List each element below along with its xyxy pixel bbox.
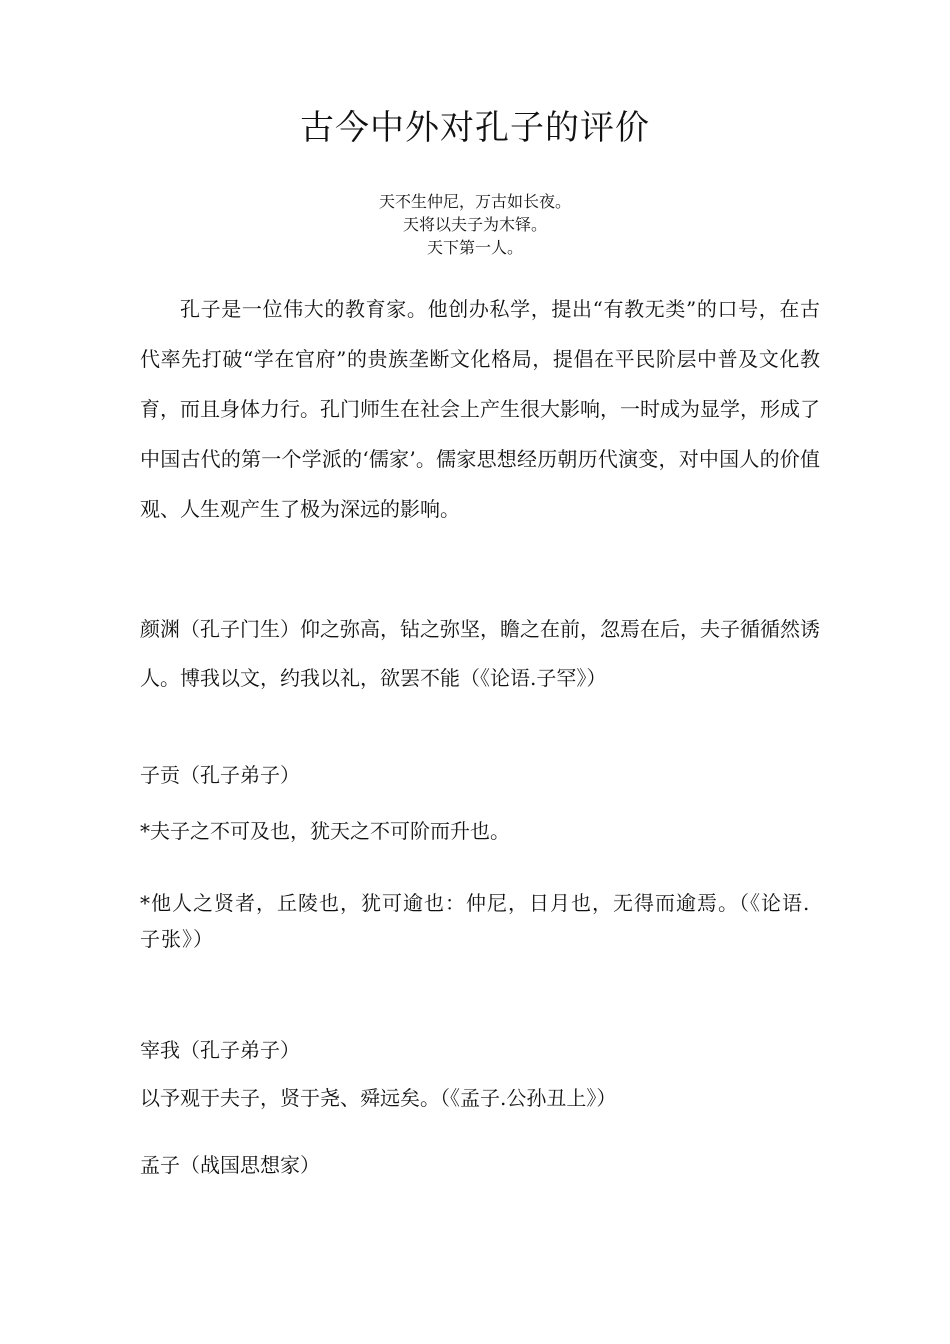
epigraph	[0, 190, 950, 259]
zigong-quote-1: *夫子之不可及也，犹天之不可阶而升也。	[140, 819, 510, 843]
zigong-quote-2: *他人之贤者，丘陵也，犹可逾也：仲尼，日月也，无得而逾焉。（《论语.子张》）	[140, 891, 811, 951]
epigraph-line: 天将以夫子为木铎。	[402, 215, 547, 234]
yanyuan-quote: 颜渊（孔子门生）仰之弥高，钻之弥坚，瞻之在前，忽焉在后，夫子循循然诱人。博我以文，约我以礼，欲罢不能（《论语.子罕》）	[140, 617, 820, 690]
zaiwo-quote: 以予观于夫子，贤于尧、舜远矣。（《孟子.公孙丑上》）	[140, 1086, 617, 1110]
zigong-heading: 子贡（孔子弟子）	[140, 763, 300, 787]
epigraph-line: 天下第一人。	[426, 238, 523, 257]
zaiwo-heading: 宰我（孔子弟子）	[140, 1038, 300, 1062]
document-title: 古今中外对孔子的评价	[300, 108, 650, 148]
mengzi-heading: 孟子（战国思想家）	[140, 1153, 320, 1177]
intro-paragraph: 孔子是一位伟大的教育家。他创办私学，提出“有教无类”的口号，在古代率先打破“学在官府”的贵族垄断文化格局，提倡在平民阶层中普及文化教育，而且身体力行。孔门师生在社会上产生很大影响，一时成为显学，形成了中国古代的第一个学派的‘儒家’。儒家思想经历朝历代演变，对中国人的价值观、人生观产生了极为深远的影响。	[140, 297, 820, 521]
epigraph-line: 天不生仲尼，万古如长夜。	[378, 192, 571, 211]
